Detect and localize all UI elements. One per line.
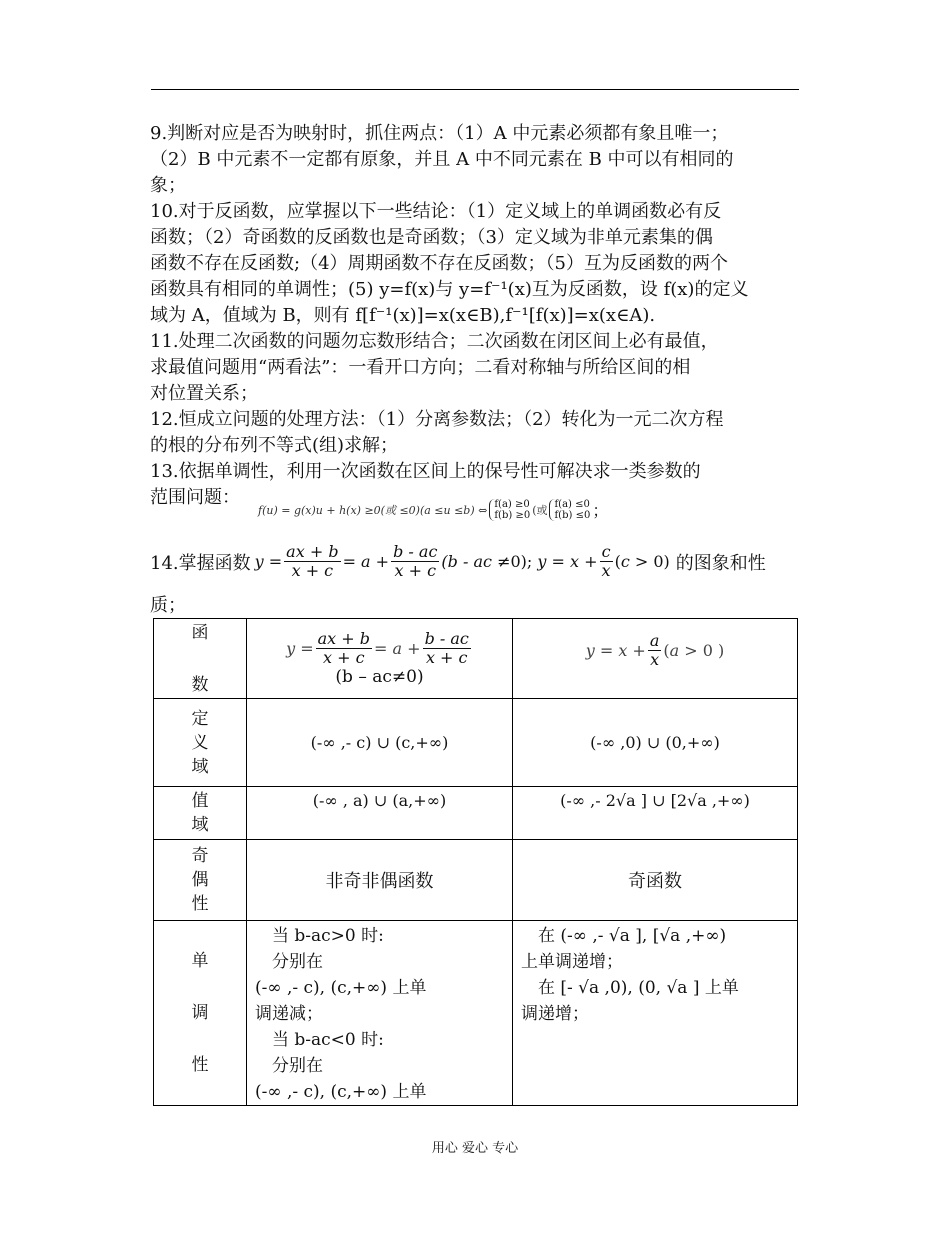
item-13-formula-text: f(u) = g(x)u + h(x) ≥0(或 ≤0)(a ≤u ≤b) ⇔	[258, 503, 488, 517]
item-14	[150, 543, 766, 580]
item-12-line: 12.恒成立问题的处理方法：（1）分离参数法；（2）转化为一元二次方程	[150, 409, 724, 430]
fraction: $\frac{ax + b}{x + c}$	[286, 542, 339, 580]
table-row	[154, 921, 798, 1106]
case-line: f(b) ≥0	[494, 509, 531, 521]
item-13-end: ；	[592, 501, 609, 520]
header-char: 偶	[191, 870, 209, 890]
math-y: y = x +	[585, 641, 646, 660]
item-10-line: 10.对于反函数，应掌握以下一些结论：（1）定义域上的单调函数必有反	[150, 201, 722, 222]
range-left: (-∞ , a) ∪ (a,+∞)	[247, 787, 513, 840]
row-header-function	[154, 619, 247, 699]
item-11-line: 对位置关系；	[150, 383, 258, 404]
domain-left: (-∞ ,- c) ∪ (c,+∞)	[247, 699, 513, 787]
table-row	[154, 787, 798, 840]
table-row	[154, 699, 798, 787]
math-y: y =	[254, 552, 283, 571]
mono-line: 在 (-∞ ,- √a ], [√a ,+∞)	[521, 926, 727, 946]
item-12-line: 的根的分布列不等式(组)求解；	[150, 435, 399, 456]
monotonicity-left	[247, 921, 513, 1106]
math-cond: (b - ac ≠0); y = x +	[441, 552, 598, 571]
mono-line: 当 b-ac<0 时:	[255, 1030, 384, 1050]
domain-right: (-∞ ,0) ∪ (0,+∞)	[513, 699, 798, 787]
item-13-or: (或	[532, 503, 548, 517]
parity-left: 非奇非偶函数	[247, 840, 513, 921]
row-header-range	[154, 787, 247, 840]
fraction: $\frac{c}{x}$	[601, 542, 611, 580]
header-rule	[151, 89, 799, 90]
item-9-line: （2）B 中元素不一定都有原象，并且 A 中不同元素在 B 中可以有相同的	[150, 149, 734, 170]
item-9	[150, 121, 734, 199]
math-eq: = a +	[374, 639, 421, 658]
item-11-line: 求最值问题用“两看法”：一看开口方向；二看对称轴与所给区间的相	[150, 357, 691, 378]
table-row	[154, 619, 798, 699]
item-14-tail: 质；	[150, 595, 186, 616]
parity-right: 奇函数	[513, 840, 798, 921]
item-13-line: 范围问题：	[150, 487, 240, 508]
item-10-line: 函数具有相同的单调性；(5) y=f(x)与 y=f⁻¹(x)互为反函数，设 f(x)的定义	[150, 279, 749, 300]
header-char: 域	[191, 756, 209, 777]
function-right	[513, 619, 798, 699]
math-eq: = a +	[342, 552, 390, 571]
row-header-domain	[154, 699, 247, 787]
math-y: y =	[286, 639, 314, 658]
case-line: f(a) ≤0	[554, 498, 590, 510]
header-char: 定	[191, 708, 209, 729]
item-10-line: 域为 A，值域为 B，则有 f[f⁻¹(x)]=x(x∈B),f⁻¹[f(x)]=x(x∈A).	[150, 305, 656, 326]
item-12	[150, 407, 724, 459]
function-note: (b – ac≠0)	[335, 667, 424, 687]
fraction: $\frac{ax + b}{x + c}$	[317, 629, 371, 667]
header-char: 奇	[191, 846, 209, 866]
mono-line: 分别在	[255, 952, 323, 972]
row-header-parity	[154, 840, 247, 921]
item-14-end: 的图象和性	[675, 552, 766, 574]
mono-line: 当 b-ac>0 时:	[255, 926, 384, 946]
fraction: $\frac{a}{x}$	[649, 631, 660, 669]
item-13-line: 13.依据单调性，利用一次函数在区间上的保号性可解决求一类参数的	[150, 461, 701, 482]
item-10	[150, 199, 748, 329]
row-header-monotonicity	[154, 921, 247, 1106]
case-line: f(b) ≤0	[554, 509, 591, 521]
header-char: 性	[191, 894, 209, 914]
mono-line: 分别在	[255, 1056, 323, 1076]
item-9-line: 9.判断对应是否为映射时，抓住两点：（1）A 中元素必须都有象且唯一；	[150, 123, 729, 144]
mono-line: 调递增；	[521, 1004, 589, 1024]
mono-line: (-∞ ,- c), (c,+∞) 上单	[255, 978, 427, 998]
mono-line: 调递减；	[255, 1004, 323, 1024]
item-14-start: 14.掌握函数	[150, 552, 251, 574]
header-char: 值	[191, 791, 209, 811]
math-cond2: (c > 0)	[614, 552, 670, 571]
monotonicity-right	[513, 921, 798, 1106]
fraction: $\frac{b - ac}{x + c}$	[393, 542, 438, 580]
header-char: 域	[191, 815, 209, 835]
header-char: 调	[191, 1003, 209, 1023]
item-10-line: 函数不存在反函数;（4）周期函数不存在反函数；（5）互为反函数的两个	[150, 253, 728, 274]
table-row	[154, 840, 798, 921]
item-10-line: 函数；（2）奇函数的反函数也是奇函数；（3）定义域为非单元素集的偶	[150, 227, 713, 248]
header-char: 函	[191, 622, 209, 643]
mono-line: (-∞ ,- c), (c,+∞) 上单	[255, 1082, 427, 1102]
item-9-line: 象；	[150, 175, 186, 196]
fraction: $\frac{b - ac}{x + c}$	[424, 629, 469, 667]
mono-line: 上单调递增；	[521, 952, 623, 972]
item-13-case-positive	[489, 499, 530, 521]
case-line: f(a) ≥0	[494, 498, 530, 510]
math-cond: (a > 0 )	[663, 641, 725, 660]
item-13-case-negative	[549, 499, 590, 521]
mono-line: 在 [- √a ,0), (0, √a ] 上单	[521, 978, 739, 998]
range-right: (-∞ ,- 2√a ] ∪ [2√a ,+∞)	[513, 787, 798, 840]
item-11	[150, 329, 719, 407]
header-char: 性	[191, 1055, 209, 1075]
header-char: 义	[191, 732, 209, 753]
item-13-formula	[258, 498, 608, 521]
function-properties-table	[153, 618, 798, 1106]
function-left	[247, 619, 513, 699]
item-11-line: 11.处理二次函数的问题勿忘数形结合；二次函数在闭区间上必有最值，	[150, 331, 719, 352]
page-footer: 用心 爱心 专心	[431, 1141, 519, 1156]
header-char: 数	[191, 674, 209, 695]
header-char: 单	[191, 951, 209, 971]
